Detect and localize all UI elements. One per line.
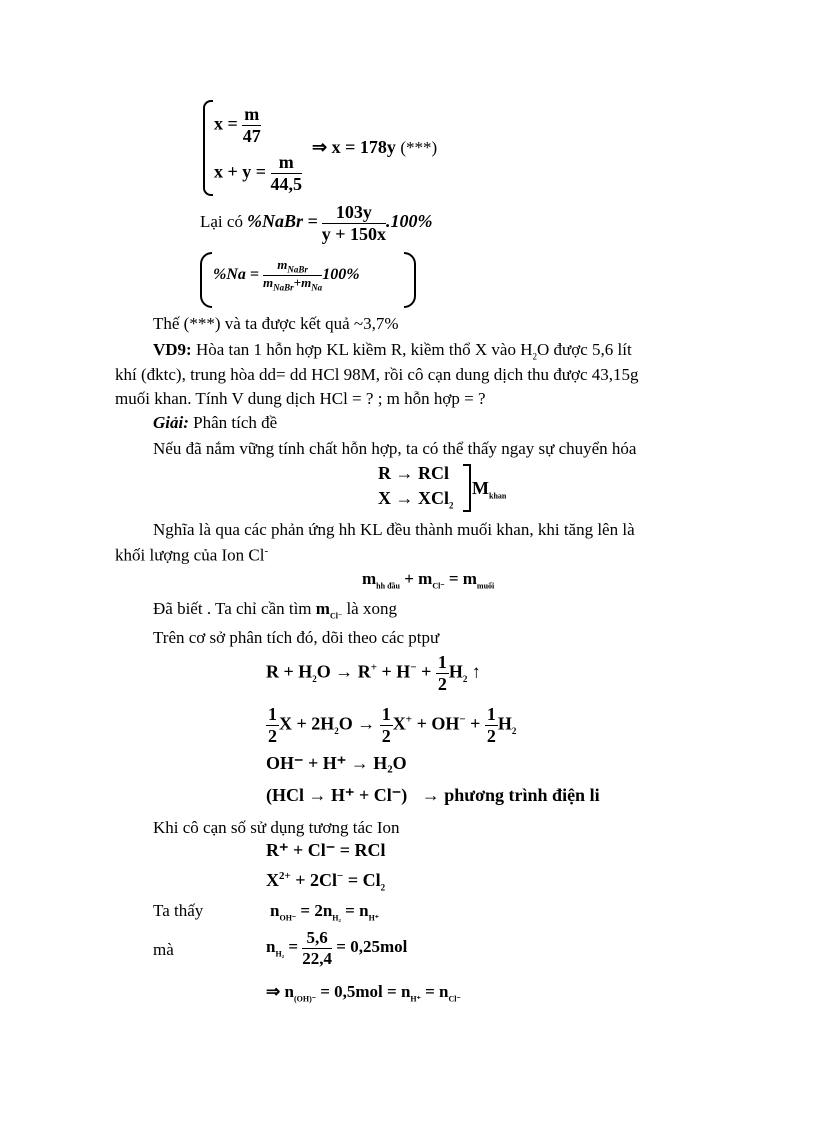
nghia-la-line2: khối lượng của Ion Cl- xyxy=(115,545,269,565)
reaction-2: $\frac{1}{2}$ $X + 2H_2O$ → $\frac{1}{2}$ X+ + OH− + $\frac{1}{2}$ $H_2$ xyxy=(268,704,517,746)
nghia-la-line1: Nghĩa là qua các phản ứng hh KL đều thành muối khan, khi tăng lên là xyxy=(153,520,635,539)
ma-label: mà xyxy=(153,940,174,959)
fraction: $\frac{m}{47}$ xyxy=(242,104,261,146)
conv-x: X → XCl$_2$ xyxy=(378,488,454,511)
mass-equation: $m_{hh đầu} + m_{Cl^-} = m_{muối}$ xyxy=(362,569,495,591)
fraction-half: $\frac{1}{2}$ xyxy=(437,652,447,694)
system-result: ⇒ x = 178y (***) xyxy=(312,137,438,157)
ion-eq-1: R⁺ + Cl⁻ = RCl xyxy=(266,840,386,860)
lai-co-line: Lại có %NaBr = $\frac{103y}{y + 150x}$ .100% xyxy=(200,202,433,244)
conv-bracket xyxy=(463,464,471,512)
reaction-1: $R + H_2O \to R^+ + H^-$ + $\frac{1}{2}$ $H_2$ ↑ xyxy=(266,652,481,694)
fraction: $\frac{5,6}{22,4}$ xyxy=(302,928,333,968)
ta-thay-eq: $n_{OH^-} = 2n_{H_2} = n_{H^+}$ xyxy=(270,901,380,923)
fraction: $\frac{m}{44,5}$ xyxy=(270,152,303,194)
ion-eq-2: $X^{2+} + 2Cl^- = Cl_2$ xyxy=(266,870,386,893)
reaction-4: (HCl → H⁺ + Cl⁻) → phương trình điện li xyxy=(266,785,600,805)
fraction-half: $\frac{1}{2}$ xyxy=(381,704,391,746)
vd9-line3: muối khan. Tính V dung dịch HCl = ? ; m hỗn hợp = ? xyxy=(115,389,486,408)
system-eq2: x + y = $\frac{m}{44,5}$ xyxy=(214,152,303,194)
na-paren-left xyxy=(200,252,212,308)
the-line: Thế (***) và ta được kết quả ~3,7% xyxy=(153,314,399,333)
conv-r: R → RCl xyxy=(378,463,449,483)
ta-thay-label: Ta thấy xyxy=(153,901,204,920)
reaction-3: OH⁻ + H⁺ → H₂O xyxy=(266,753,407,773)
system-brace xyxy=(203,100,213,196)
na-paren-right xyxy=(404,252,416,308)
fraction: $\frac{103y}{y + 150x}$ xyxy=(321,202,386,244)
neu-line: Nếu đã nắm vững tính chất hỗn hợp, ta có thể thấy ngay sự chuyển hóa xyxy=(153,439,637,458)
fraction: $\frac{m_{NaBr}}{m_{NaBr}+m_{Na}}$ xyxy=(263,257,323,293)
conv-m-khan: $M_{khan}$ xyxy=(472,478,507,501)
da-biet-line: Đã biết . Ta chỉ cần tìm $m_{Cl^-}$ là xong xyxy=(153,599,397,621)
final-eq: ⇒ $n_{(OH)^-} = 0,5mol = n_{H^+} = n_{Cl^-}$ xyxy=(266,982,461,1004)
tren-co-so-line: Trên cơ sở phân tích đó, dõi theo các ptpư xyxy=(153,628,440,647)
vd9-line1: VD9: Hòa tan 1 hỗn hợp KL kiềm R, kiềm thổ X vào $H_2O$ được 5,6 lít xyxy=(153,340,632,362)
vd9-line2: khí (đktc), trung hòa dd= dd HCl 98M, rồi cô cạn dung dịch thu được 43,15g xyxy=(115,365,639,384)
na-formula: %Na = $\frac{m_{NaBr}}{m_{NaBr}+m_{Na}}$ 100% xyxy=(213,257,360,293)
ma-eq: $n_{H_2}$ = $\frac{5,6}{22,4}$ = 0,25mol xyxy=(266,928,408,968)
fraction-half: $\frac{1}{2}$ xyxy=(268,704,277,746)
khi-co-can-line: Khi cô cạn số sử dụng tương tác Ion xyxy=(153,818,400,837)
fraction-half: $\frac{1}{2}$ xyxy=(486,704,496,746)
system-eq1: x = $\frac{m}{47}$ xyxy=(214,104,261,146)
giai-line: Giải: Phân tích đề xyxy=(153,413,278,432)
